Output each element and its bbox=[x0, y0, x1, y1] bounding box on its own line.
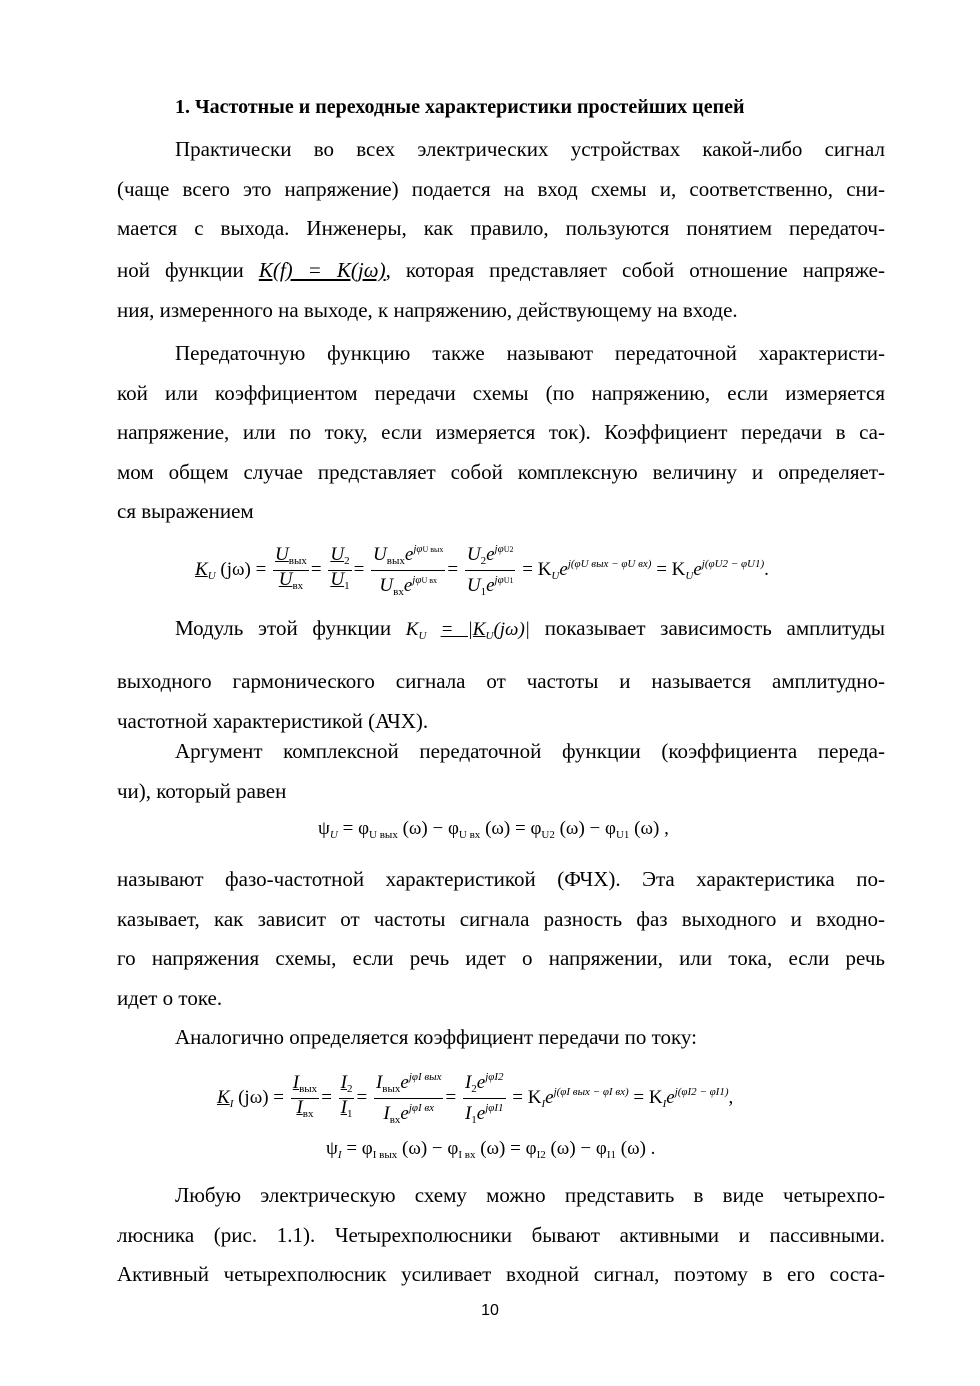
eq-subscript: U вх bbox=[458, 829, 481, 841]
equation-phase-voltage bbox=[318, 818, 669, 841]
eq-superscript: U вых bbox=[422, 545, 444, 554]
eq-superscript: jφ bbox=[494, 574, 504, 586]
eq-symbol: U bbox=[466, 575, 481, 596]
eq-subscript: 2 bbox=[480, 555, 487, 567]
paragraph-line: люсника (рис. 1.1). Четырехполюсники бывают активными и пассивными. bbox=[117, 1222, 885, 1247]
paragraph-7 bbox=[117, 1176, 885, 1295]
eq-symbol: U bbox=[466, 544, 481, 565]
eq-subscript: 2 bbox=[471, 1083, 477, 1095]
paragraph-line: Аналогично определяется коэффициент передачи по току: bbox=[175, 1025, 697, 1049]
eq-symbol: U bbox=[330, 569, 345, 590]
eq-subscript: I2 bbox=[536, 1149, 546, 1161]
page-number: 10 bbox=[481, 1302, 499, 1319]
paragraph-line: идет о токе. bbox=[117, 985, 223, 1010]
eq-fraction bbox=[465, 540, 516, 601]
eq-fraction bbox=[339, 1074, 355, 1123]
eq-text: (ω) − φ bbox=[402, 1138, 459, 1159]
eq-superscript: jφI1 bbox=[485, 1102, 504, 1114]
eq-symbol: K bbox=[195, 558, 208, 580]
text-run: ной функции bbox=[117, 257, 244, 282]
paragraph-line: Аргумент комплексной передаточной функции (коэффициента переда- bbox=[175, 739, 885, 763]
eq-symbol: ψ bbox=[318, 818, 330, 839]
text-run: показывает зависимость амплитуды bbox=[544, 616, 885, 640]
eq-subscript: U bbox=[485, 630, 494, 642]
paragraph-line: выходного гармонического сигнала от частоты и называется амплитудно- bbox=[117, 669, 885, 693]
paragraph-line bbox=[117, 606, 885, 658]
eq-subscript: U bbox=[329, 829, 338, 841]
eq-subscript: вых bbox=[386, 555, 405, 567]
paragraph-line: мается с выхода. Инженеры, как правило, пользуются понятием передаточ- bbox=[117, 216, 885, 240]
eq-text: (ω) = φ bbox=[480, 1138, 537, 1159]
eq-superscript: U1 bbox=[503, 576, 514, 585]
eq-subscript: вх bbox=[292, 580, 304, 592]
eq-text: (ω) − φ bbox=[559, 818, 616, 839]
eq-subscript: I вх bbox=[458, 1149, 476, 1161]
eq-subscript: I вых bbox=[372, 1149, 398, 1161]
eq-symbol: e bbox=[486, 575, 495, 596]
eq-subscript: U вых bbox=[369, 829, 398, 841]
eq-symbol: U bbox=[379, 575, 394, 596]
eq-symbol: U bbox=[373, 544, 387, 565]
text-run: , которая представляет собой отношение напряже- bbox=[385, 257, 885, 282]
eq-text: = φ bbox=[342, 818, 370, 839]
eq-subscript: 2 bbox=[346, 1083, 353, 1095]
paragraph-4 bbox=[117, 732, 885, 811]
eq-symbol: e bbox=[476, 1072, 486, 1093]
eq-symbol: e bbox=[559, 558, 568, 580]
eq-subscript: вых bbox=[288, 555, 307, 567]
eq-symbol: U bbox=[330, 544, 345, 565]
eq-text: (ω) − φ bbox=[402, 818, 459, 839]
eq-subscript: U bbox=[551, 569, 560, 582]
eq-symbol: e bbox=[400, 1072, 409, 1093]
eq-superscript: U вх bbox=[421, 576, 438, 585]
eq-text: . bbox=[764, 558, 769, 580]
paragraph-6 bbox=[117, 1018, 885, 1058]
eq-superscript: j(φI2 − φI1) bbox=[674, 1085, 729, 1098]
paragraph-line: Любую электрическую схему можно представить в виде четырехпо- bbox=[175, 1183, 885, 1207]
equation-phase-current bbox=[326, 1138, 655, 1161]
eq-text: (jω) = bbox=[220, 558, 267, 580]
paragraph-line: (чаще всего это напряжение) подается на вход схемы и, соответственно, сни- bbox=[117, 176, 885, 201]
eq-subscript: 1 bbox=[471, 1114, 477, 1126]
eq-subscript: I bbox=[662, 1097, 667, 1110]
eq-superscript: jφI вх bbox=[408, 1102, 435, 1114]
eq-fraction bbox=[273, 546, 309, 595]
eq-symbol: I bbox=[340, 1072, 347, 1093]
eq-superscript: jφI вых bbox=[408, 1071, 442, 1083]
eq-text: (ω) − φ bbox=[550, 1138, 607, 1159]
paragraph-2 bbox=[117, 334, 885, 532]
eq-subscript: I1 bbox=[606, 1149, 616, 1161]
eq-fraction bbox=[328, 546, 351, 595]
eq-fraction bbox=[463, 1068, 506, 1129]
eq-symbol: I bbox=[464, 1103, 472, 1124]
paragraph-line: го напряжения схемы, если речь идет о напряжении, или тока, если речь bbox=[117, 946, 885, 970]
eq-subscript: U bbox=[207, 569, 216, 582]
eq-subscript: U2 bbox=[541, 829, 555, 841]
eq-subscript: 1 bbox=[344, 580, 350, 592]
eq-subscript: вых bbox=[299, 1083, 318, 1095]
inline-formula bbox=[406, 619, 530, 640]
paragraph-3 bbox=[117, 606, 885, 741]
eq-superscript: jφ bbox=[494, 543, 504, 555]
eq-superscript: j(φI вых − φI вх) bbox=[553, 1085, 629, 1098]
eq-symbol: I bbox=[383, 1103, 390, 1124]
paragraph-5 bbox=[117, 860, 885, 1018]
paragraph-line: напряжение, или по току, если измеряется ток). Коэффициент передачи в са- bbox=[117, 420, 885, 444]
paragraph-line: казывает, как зависит от частоты сигнала разность фаз выходного и входно- bbox=[117, 906, 885, 931]
paragraph-line: Практически во всех электрических устройствах какой-либо сигнал bbox=[175, 137, 885, 161]
paragraph-line: Передаточную функцию также называют передаточной характеристи- bbox=[175, 341, 885, 365]
paragraph-line: кой или коэффициентом передачи схемы (по напряжению, если измеряется bbox=[117, 380, 885, 405]
section-heading: 1. Частотные и переходные характеристики простейших цепей bbox=[175, 96, 745, 118]
eq-symbol: U bbox=[275, 544, 289, 565]
eq-superscript: jφ bbox=[412, 574, 422, 586]
eq-text: = K bbox=[633, 1086, 663, 1108]
eq-symbol: e bbox=[693, 558, 702, 580]
eq-subscript: вх bbox=[389, 1114, 401, 1126]
eq-superscript: U2 bbox=[503, 545, 514, 554]
inline-formula: K(f) = K(jω) bbox=[258, 257, 386, 282]
eq-symbol: U bbox=[278, 569, 293, 590]
eq-text: (jω)| bbox=[493, 619, 531, 640]
eq-symbol: K bbox=[217, 1086, 230, 1108]
eq-symbol: I bbox=[292, 1072, 300, 1093]
eq-fraction bbox=[291, 1074, 319, 1123]
eq-superscript: j(φU вых − φU вх) bbox=[567, 557, 652, 570]
eq-subscript: U bbox=[418, 630, 427, 642]
eq-text: , bbox=[728, 1086, 734, 1108]
equation-current-transfer: $K_I$ (jω) = $I_{вых}$ $I_{вх}$ = $\frac{I_2}{I_1}$ = $I_{вых}e^{j\varphi I вых}$ $I_{вх}e^{j\varphi I вх}$ = $I_2e^{j\varphi I2}$ $I_1e^{j\varphi I1}$ = $K_Ie^{j(\varphi I вых - \varphi I вх)} = K_Ie^{j(\varphi I2 - \varphi I1)}$, bbox=[217, 1068, 733, 1129]
paragraph-line: частотной характеристикой (АЧХ). bbox=[117, 708, 429, 733]
eq-subscript: вых bbox=[382, 1083, 401, 1095]
eq-symbol: e bbox=[400, 1103, 409, 1124]
eq-symbol: e bbox=[404, 544, 414, 565]
eq-superscript: jφI2 bbox=[485, 1071, 504, 1083]
eq-superscript: jφ bbox=[413, 543, 423, 555]
equation-voltage-transfer: $K_U$ (jω) = $U_{вых}$ $U_{вх}$ = $\frac{U_2}{U_1}$ = $U_{вых}e^{j\varphi U вых}$ $U_{вх}e^{j\varphi U вх}$ = $U_2e^{j\varphi U2}$ $U_1e^{j\varphi U1}$ = $K_Ue^{j(\varphi U вых - \varphi U вх)} = K_Ue^{j(\varphi U2 - \varphi U1)}$. bbox=[195, 540, 769, 601]
eq-text: (jω) = bbox=[238, 1086, 285, 1108]
eq-symbol: e bbox=[486, 544, 495, 565]
eq-subscript: I bbox=[229, 1097, 234, 1110]
paragraph-line: называют фазо-частотной характеристикой (ФЧХ). Эта характеристика по- bbox=[117, 867, 885, 891]
eq-symbol: ψ bbox=[326, 1138, 338, 1159]
eq-superscript: j(φU2 − φU1) bbox=[701, 557, 765, 570]
eq-text: = |K bbox=[440, 619, 486, 640]
eq-symbol: e bbox=[476, 1103, 486, 1124]
eq-text: = φ bbox=[346, 1138, 373, 1159]
paragraph-line: ния, измеренного на выходе, к напряжению, действующему на входе. bbox=[117, 297, 738, 322]
paragraph-line bbox=[117, 249, 885, 291]
eq-subscript: вх bbox=[393, 586, 404, 598]
paragraph-line: чи), который равен bbox=[117, 778, 287, 803]
eq-subscript: U1 bbox=[615, 829, 630, 841]
eq-symbol: K bbox=[405, 619, 419, 640]
eq-symbol: e bbox=[545, 1086, 554, 1108]
eq-subscript: I bbox=[541, 1097, 546, 1110]
eq-symbol: e bbox=[666, 1086, 675, 1108]
paragraph-line: Активный четырехполюсник усиливает входной сигнал, поэтому в его соста- bbox=[117, 1262, 885, 1286]
text-run: Модуль этой функции bbox=[175, 616, 392, 640]
eq-subscript: 2 bbox=[344, 555, 350, 567]
eq-text: (ω) = φ bbox=[485, 818, 542, 839]
eq-symbol: I bbox=[296, 1097, 303, 1118]
eq-subscript: 1 bbox=[346, 1108, 353, 1120]
eq-symbol: I bbox=[375, 1072, 383, 1093]
eq-symbol: e bbox=[403, 575, 413, 596]
eq-subscript: вх bbox=[302, 1108, 314, 1120]
eq-subscript: 1 bbox=[480, 586, 487, 598]
eq-symbol: I bbox=[464, 1072, 472, 1093]
eq-subscript: U bbox=[685, 569, 694, 582]
eq-fraction bbox=[371, 540, 445, 601]
paragraph-1 bbox=[117, 130, 885, 330]
paragraph-line: ся выражением bbox=[117, 499, 254, 523]
eq-symbol: I bbox=[340, 1097, 347, 1118]
eq-text: = K bbox=[522, 558, 552, 580]
paragraph-line: мом общем случае представляет собой комплексную величину и определяет- bbox=[117, 459, 885, 484]
eq-text: = K bbox=[656, 558, 686, 580]
eq-text: = K bbox=[512, 1086, 542, 1108]
eq-text: (ω) . bbox=[620, 1138, 656, 1159]
eq-fraction bbox=[374, 1068, 444, 1129]
eq-text: (ω) , bbox=[634, 818, 669, 839]
eq-subscript: I bbox=[337, 1149, 342, 1161]
